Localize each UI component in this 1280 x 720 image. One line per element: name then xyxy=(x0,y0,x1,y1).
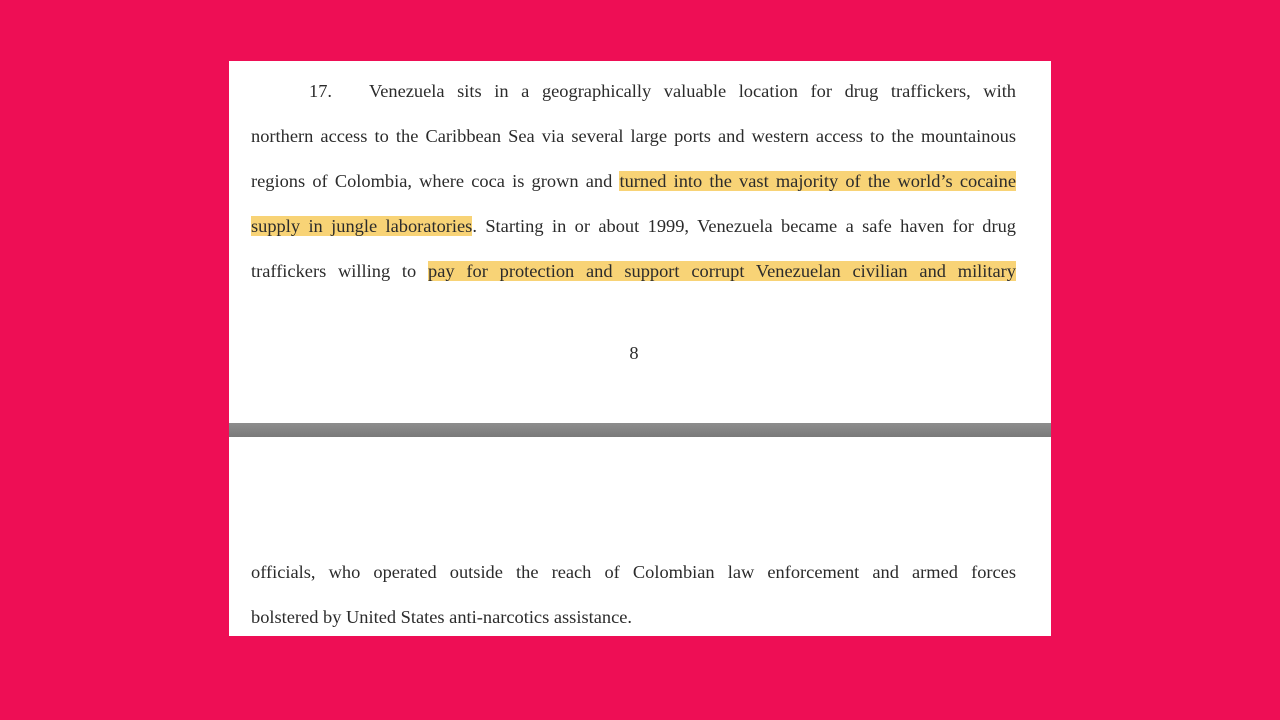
highlighted-text: turned into the vast majority of the world’s cocaine xyxy=(619,171,1016,191)
paragraph-line-1: officials, who operated outside the reach of Colombian law enforcement and armed forces xyxy=(251,562,1016,582)
highlighted-text: pay for protection and support corrupt Venezuelan civilian and military xyxy=(428,261,1016,281)
page-divider xyxy=(229,423,1051,437)
page-8 xyxy=(229,61,1051,423)
highlighted-text: supply in jungle laboratories xyxy=(251,216,473,236)
document-view xyxy=(229,61,1051,636)
plain-text: regions of Colombia, where coca is grown and xyxy=(251,171,620,191)
paragraph-line-2: bolstered by United States anti-narcotics assistance. xyxy=(251,607,632,627)
plain-text: traffickers willing to xyxy=(251,261,429,281)
paragraph-line-2: northern access to the Caribbean Sea via several large ports and western access to the mountainous xyxy=(251,126,1016,146)
paragraph-line-3 xyxy=(251,168,1016,194)
paragraph-number: 17. xyxy=(309,81,332,101)
paragraph-line-4 xyxy=(251,213,1016,239)
page-number: 8 xyxy=(629,343,639,363)
page-9 xyxy=(229,437,1051,636)
paragraph-text: Venezuela sits in a geographically valuable location for drug traffickers, with xyxy=(369,81,1016,101)
paragraph-line-1 xyxy=(251,78,1016,104)
plain-text: . Starting in or about 1999, Venezuela became a safe haven for drug xyxy=(472,216,1017,236)
paragraph-line-5 xyxy=(251,258,1016,284)
